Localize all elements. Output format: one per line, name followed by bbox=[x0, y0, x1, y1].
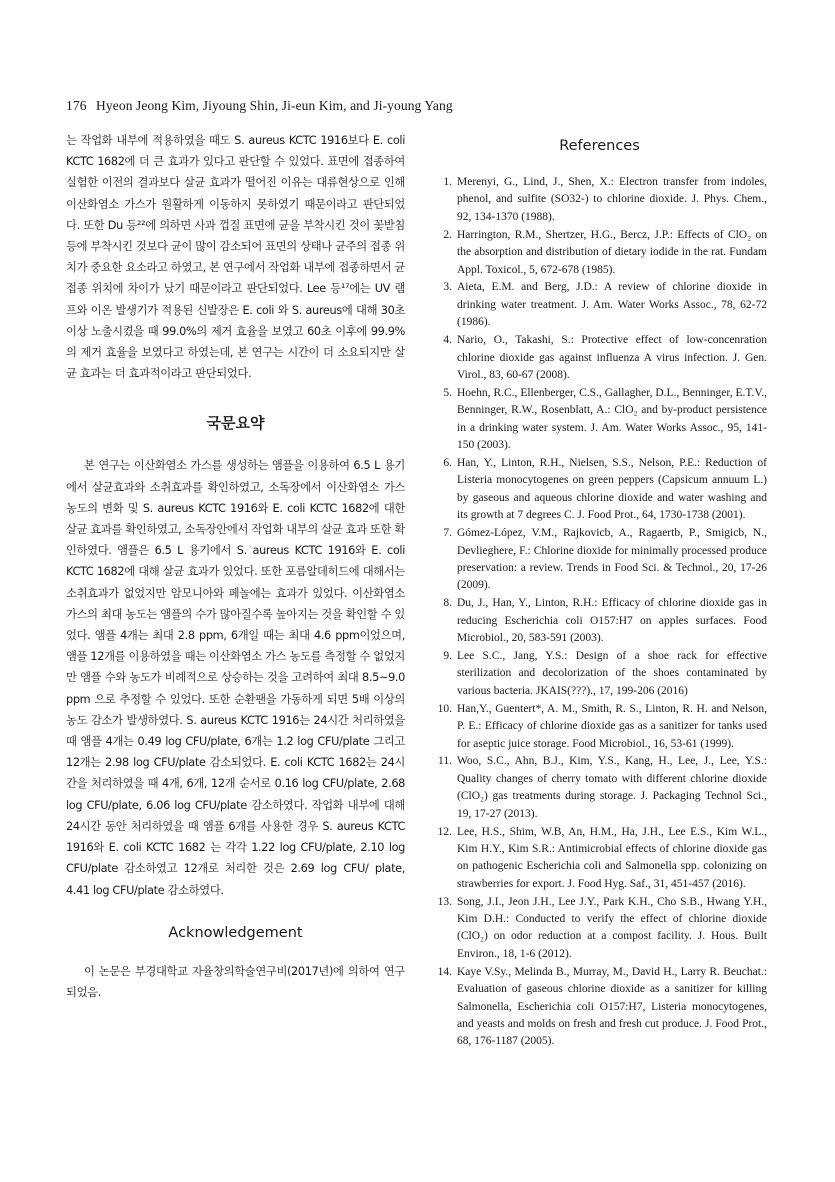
reference-item: 2. Harrington, R.M., Shertzer, H.G., Bercz, J.P.: Effects of ClO₂ on the absorption and distribution of dietary iodide in the rat. Fundam Appl. Toxicol., 5, 672-678 (1985). bbox=[443, 228, 767, 276]
acknowledgement-heading: Acknowledgement bbox=[168, 924, 303, 941]
discussion-paragraph: 는 작업화 내부에 적용하였을 때도 S. aureus KCTC 1916보다 E. coli KCTC 1682에 더 큰 효과가 있다고 판단할 수 있었다. 표면에 접종하여 실험한 이전의 결과보다 살균 효과가 떨어진 이유는 대류현상으로 인해 이산화염소 가스가 원활하게 이동하지 못하였기 때문이라고 판단되었다. 또한 Du 등²²에 의하면 사과 껍질 표면에 균을 부착시킨 것이 꽃받침 등에 부착시킨 것보다 균이 많이 감소되어 표면의 상태나 균주의 접종 위치가 중요한 요소라고 하였고, 본 연구에서 작업화 내부에 접종하면서 균 접종 위치에 차이가 났기 때문이라고 판단되었다. Lee 등¹⁷에는 UV 램프와 이온 발생기가 적용된 신발장은 E. coli 와 S. aureus에 대해 30초 이상 노출시켰을 때 99.0%의 제거 효율을 보였고 60초 이후에 99.9%의 제거 효율을 보였다고 하였는데, 본 연구는 시간이 더 소요되지만 살균 효과는 더 효과적이라고 판단되었다. bbox=[66, 134, 405, 381]
references-heading: References bbox=[559, 138, 640, 154]
reference-list bbox=[432, 174, 767, 1051]
reference-item: 4. Nario, O., Takashi, S.: Protective effect of low-concenration chlorine dioxide gas against influenza A virus infection. J. Gen. Virol., 83, 60-67 (2008). bbox=[443, 334, 767, 381]
reference-item: 12. Lee, H.S., Shim, W.B, An, H.M., Ha, J.H., Lee E.S., Kim W.L., Kim H.Y., Kim S.R.: Antimicrobial effects of chlorine dioxide gas on pathogenic Escherichia coli and Salmonella spp. colonizing on strawberries for export. J. Food Hyg. Saf., 31, 451-457 (2016). bbox=[437, 825, 767, 890]
right-column bbox=[432, 130, 767, 1051]
reference-item: 8. Du, J., Han, Y., Linton, R.H.: Efficacy of chlorine dioxide gas in reducing Escherichia coli O157:H7 on apples surfaces. Food Microbiol., 20, 583-591 (2003). bbox=[443, 597, 767, 645]
acknowledgement-paragraph: 이 논문은 부경대학교 자율창의학술연구비(2017년)에 의하여 연구되었음. bbox=[66, 964, 405, 999]
reference-item: 13. Song, J.I., Jeon J.H., Lee J.Y., Park K.H., Cho S.B., Hwang Y.H., Kim D.H.: Conducted to verify the effect of chlorine dioxide (ClO₂) on odor reduction at a compost facility. J. Hous. Built Environ., 18, 1-6 (2012). bbox=[437, 895, 767, 960]
reference-item: 14. Kaye V.Sy., Melinda B., Murray, M., David H., Larry R. Beuchat.: Evaluation of gaseous chlorine dioxide as a sanitizer for killing Salmonella, Escherichia coli O157:H7, Listeria monocytogenes, and yeasts and molds on fresh and fresh cut produce. J. Food Prot., 68, 176-1187 (2005). bbox=[437, 965, 767, 1048]
korean-summary-heading: 국문요약 bbox=[206, 414, 265, 433]
reference-item: 5. Hoehn, R.C., Ellenberger, C.S., Gallagher, D.L., Benninger, E.T.V., Benninger, R.W., Rosenblatt, A.: ClO₂ and by-product persistence in a drinking water system. J. Am. Water Works Assoc., 95, 141-150 (2003). bbox=[443, 386, 767, 452]
reference-item: 6. Han, Y., Linton, R.H., Nielsen, S.S., Nelson, P.E.: Reduction of Listeria monocytogenes on green peppers (Capsicum annuum L.) by gaseous and aqueous chlorine dioxide and water washing and its growth at 7 degrees C. J. Food Prot., 64, 1730-1738 (2001). bbox=[443, 457, 767, 522]
running-header bbox=[66, 98, 770, 114]
reference-item: 1. Merenyi, G., Lind, J., Shen, X.: Electron transfer from indoles, phenol, and sulfite (SO32-) to chlorine dioxide. J. Phys. Chem., 92, 134-1370 (1988). bbox=[443, 176, 767, 223]
reference-item: 9. Lee S.C., Jang, Y.S.: Design of a shoe rack for effective sterilization and decolorization of the shoes contaminated by various bacteria. JKAIS(???)., 17, 199-206 (2016) bbox=[443, 649, 767, 697]
korean-summary-paragraph: 본 연구는 이산화염소 가스를 생성하는 앰플을 이용하여 6.5 L 용기에서 살균효과와 소취효과를 확인하였고, 소독장에서 이산화염소 가스 농도의 변화 및 S. aureus KCTC 1916와 E. coli KCTC 1682에 대한 살균 효과를 확인하였고, 소독장안에서 작업화 내부의 살균 효과 또한 확인하였다. 앰플은 6.5 L 용기에서 S. aureus KCTC 1916와 E. coli KCTC 1682에 대해 살균 효과가 있었다. 또한 포름알데히드에 대해서는 소취효과가 없었지만 암모니아와 페놀에는 효과가 있었다. 이산화염소 가스의 최대 농도는 앰플의 수가 많아질수록 높아지는 것을 확인할 수 있었다. 앰플 4개는 최대 2.8 ppm, 6개일 때는 최대 4.6 ppm이었으며, 앰플 12개를 이용하였을 때는 이산화염소 가스 농도를 측정할 수 없었지만 앰플 수와 농도가 비례적으로 상승하는 것을 고려하여 최대 8.5~9.0 ppm 으로 추정할 수 있었다. 또한 순환팬을 가동하게 되면 5배 이상의 농도 감소가 발생하였다. S. aureus KCTC 1916는 24시간 처리하였을 때 앰플 4개는 0.49 log CFU/plate, 6개는 1.2 log CFU/plate 그리고 12개는 2.98 log CFU/plate 감소되었다. E. coli KCTC 1682는 24시간을 처리하였을 때 4개, 6개, 12개 순서로 0.16 log CFU/plate, 2.68 log CFU/plate, 6.06 log CFU/plate 감소하였다. 작업화 내부에 대해 24시간 동안 처리하였을 때 앰플 6개를 사용한 경우 S. aureus KCTC 1916와 E. coli KCTC 1682 는 각각 1.22 log CFU/plate, 2.10 log CFU/plate 감소하였고 12개로 처리한 것은 2.69 log CFU/ plate, 4.41 log CFU/plate 감소하였다. bbox=[66, 459, 405, 897]
reference-item: 7. Gómez-López, V.M., Rajkovicb, A., Ragaertb, P., Smigicb, N., Devlieghere, F.: Chlorine dioxide for minimally processed produce preservation: a review. Trends in Food Sci. & Technol., 20, 17-26 (2009). bbox=[443, 527, 767, 592]
running-header-authors: Hyeon Jeong Kim, Jiyoung Shin, Ji-eun Kim, and Ji-young Yang bbox=[96, 98, 453, 113]
reference-item: 11. Woo, S.C., Ahn, B.J., Kim, Y.S., Kang, H., Lee, J., Lee, Y.S.: Quality changes of cherry tomato with different chlorine dioxide (ClO₂) gas treatments during storage. J. Packaging Technol Sci., 19, 17-27 (2013). bbox=[438, 755, 767, 820]
reference-item: 3. Aieta, E.M. and Berg, J.D.: A review of chlorine dioxide in drinking water treatment. J. Am. Water Works Assoc., 78, 62-72 (1986). bbox=[443, 281, 767, 329]
page-number: 176 bbox=[66, 98, 87, 113]
reference-item: 10. Han,Y., Guentert*, A. M., Smith, R. S., Linton, R. H. and Nelson, P. E.: Efficacy of chlorine dioxide gas as a sanitizer for tanks used for aseptic juice storage. Food Microbiol., 16, 53-61 (1999). bbox=[437, 702, 767, 750]
left-column bbox=[66, 130, 405, 1003]
